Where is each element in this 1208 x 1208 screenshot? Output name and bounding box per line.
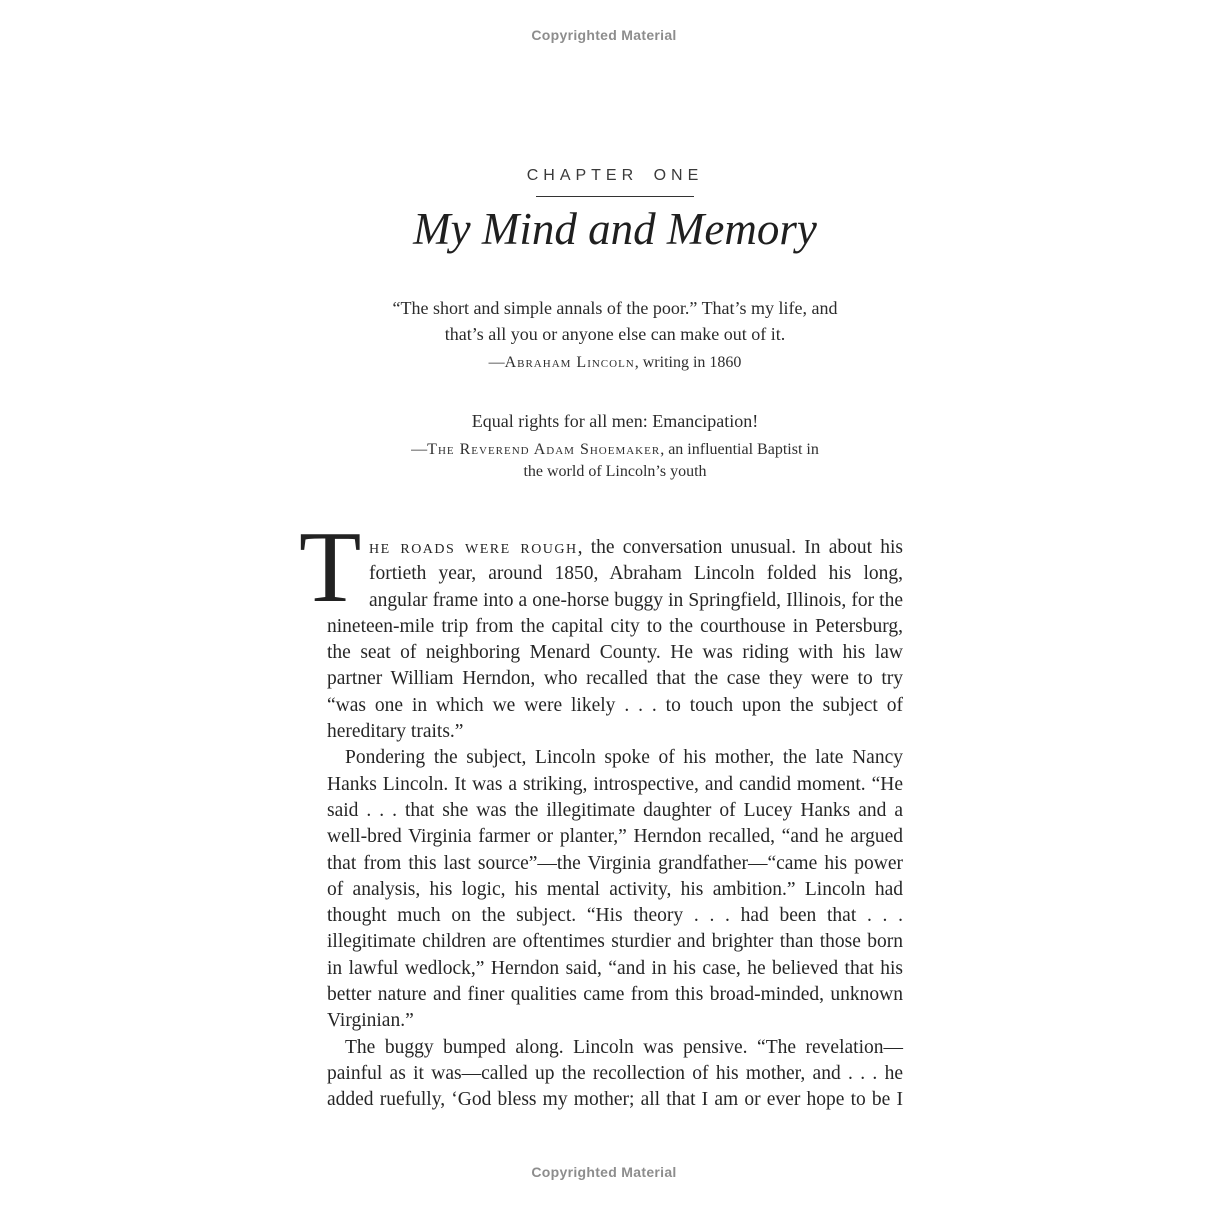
opening-small-caps: he roads were rough <box>369 537 578 558</box>
body-text <box>299 511 903 1114</box>
attribution-name: The Reverend Adam Shoemaker <box>427 441 661 458</box>
epigraph-attribution <box>327 439 903 483</box>
chapter-heading-rule <box>536 196 694 197</box>
copyright-notice-bottom: Copyrighted Material <box>531 1164 677 1180</box>
epigraph-lincoln <box>327 295 903 374</box>
epigraph-line: “The short and simple annals of the poor.” That’s my life, and <box>392 298 838 318</box>
attribution-detail-line2: the world of Lincoln’s youth <box>523 463 707 480</box>
paragraph-2: Pondering the subject, Lincoln spoke of his mother, the late Nancy Hanks Lincoln. It was a striking, introspective, and candid moment. “He said . . . that she was the illegitimate daughter of Lucey Hanks and a well-bred Virginia farmer or planter,” Herndon recalled, “and he argued that from this last source”—the Virginia grandfather—“came his power of analysis, his logic, his mental activity, his ambition.” Lincoln had thought much on the subject. “His theory . . . had been that . . . illegitimate children are oftentimes sturdier and brighter than those born in lawful wedlock,” Herndon said, “and in his case, he believed that his better nature and finer qualities came from this broad-minded, unknown Virginian.” <box>327 747 903 1032</box>
chapter-title: My Mind and Memory <box>413 204 817 254</box>
drop-cap: T <box>299 511 362 624</box>
attribution-dash: — <box>411 441 428 458</box>
epigraph-line: Equal rights for all men: Emancipation! <box>471 411 759 431</box>
attribution-dash: — <box>488 354 505 371</box>
copyright-notice-top: Copyrighted Material <box>531 27 677 43</box>
epigraph-line: that’s all you or anyone else can make out of it. <box>444 324 786 344</box>
paragraph-3: The buggy bumped along. Lincoln was pensive. “The revelation—painful as it was—called up the recollection of his mother, and . . . he added ruefully, ‘God bless my mother; all that I am or ever hope to be I <box>327 1036 903 1111</box>
chapter-number-heading: CHAPTER ONE <box>526 167 704 184</box>
paragraph-1-text: , the conversation unusual. In about his fortieth year, around 1850, Abraham Lincoln folded his long, angular frame into a one-horse buggy in Springfield, Illinois, for the nineteen-mile trip from the capital city to the courthouse in Petersburg, the seat of neighboring Menard County. He was riding with his law partner William Herndon, who recalled that the case they were to try “was one in which we were likely . . . to touch upon the subject of hereditary traits.” <box>327 537 903 743</box>
attribution-name: Abraham Lincoln <box>504 354 635 371</box>
attribution-detail: , writing in 1860 <box>634 354 742 371</box>
attribution-detail: , an influential Baptist in <box>660 441 819 458</box>
epigraph-attribution <box>327 352 903 374</box>
epigraph-shoemaker <box>327 408 903 483</box>
paragraph-1 <box>299 511 903 745</box>
chapter-page-content <box>299 0 903 1114</box>
